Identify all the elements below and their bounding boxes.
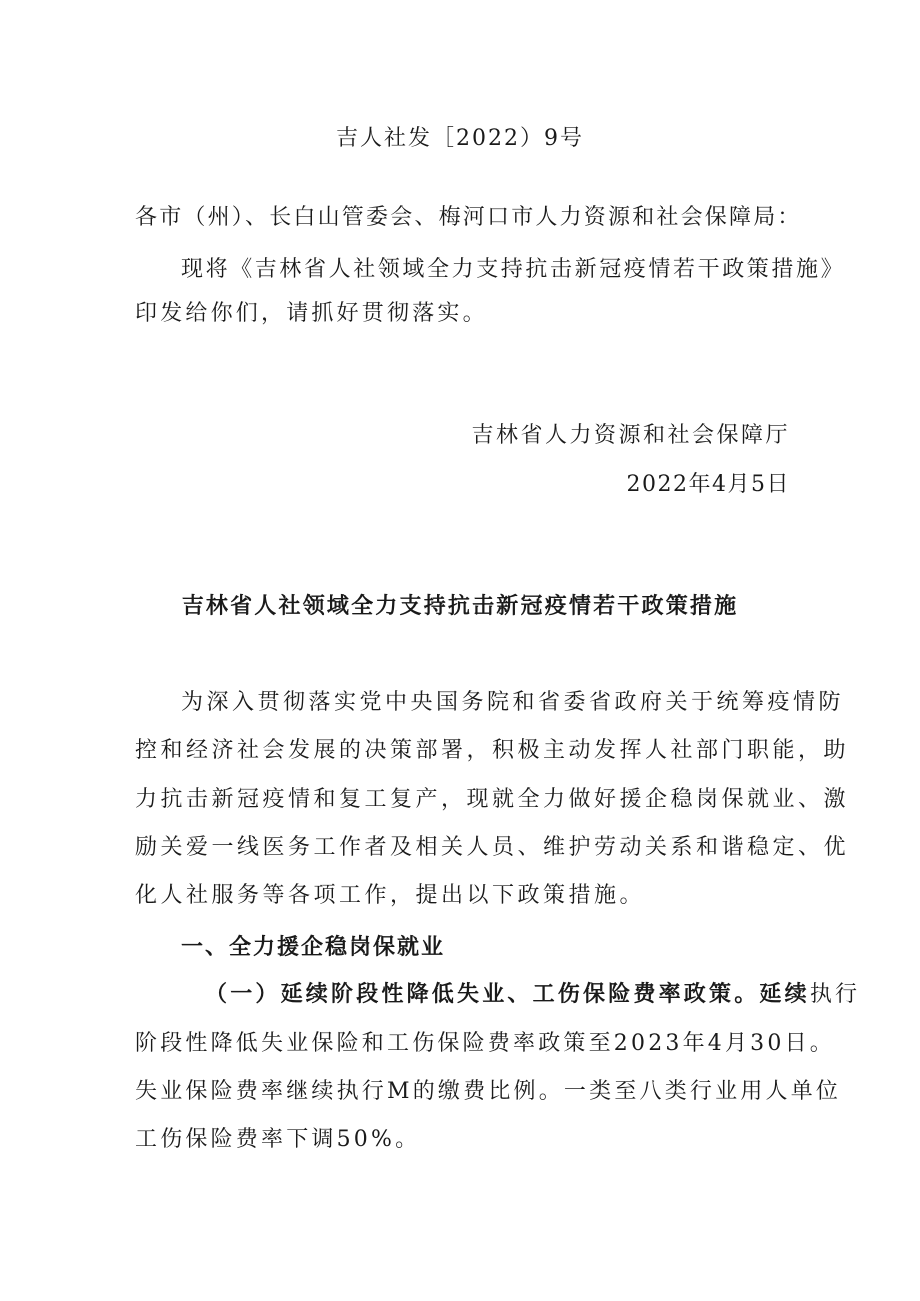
addressee-line: 各市（州）、长白山管委会、梅河口市人力资源和社会保障局： xyxy=(135,205,802,230)
issue-date: 2022年4月5日 xyxy=(626,472,790,497)
item-body-line: 失业保险费率继续执行M的缴费比例。一类至八类行业用人单位 xyxy=(135,1079,842,1104)
intro-paragraph-line: 为深入贯彻落实党中央国务院和省委省政府关于统筹疫情防 xyxy=(181,690,845,715)
intro-paragraph-line: 力抗击新冠疫情和复工复产，现就全力做好援企稳岗保就业、激 xyxy=(135,787,850,812)
item-body-line: 阶段性降低失业保险和工伤保险费率政策至2023年4月30日。 xyxy=(135,1031,835,1056)
item-label: （一）延续阶段性降低失业、工伤保险费率政策。 xyxy=(205,982,760,1007)
intro-paragraph-line: 化人社服务等各项工作，提出以下政策措施。 xyxy=(135,883,646,908)
item-first-line xyxy=(205,980,860,1010)
notice-body-line-2: 印发给你们，请抓好贯彻落实。 xyxy=(135,301,488,326)
intro-paragraph-line: 控和经济社会发展的决策部署，积极主动发挥人社部门职能，助 xyxy=(135,738,850,763)
item-line-rest: 执行 xyxy=(809,982,861,1007)
notice-body-line-1: 现将《吉林省人社领域全力支持抗击新冠疫情若干政策措施》 xyxy=(181,257,846,282)
issuing-authority: 吉林省人力资源和社会保障厅 xyxy=(471,423,790,448)
item-lead-word: 延续 xyxy=(759,982,810,1007)
policy-title: 吉林省人社领域全力支持抗击新冠疫情若干政策措施 xyxy=(181,594,739,619)
item-body-line: 工伤保险费率下调50%。 xyxy=(135,1127,421,1152)
intro-paragraph-line: 励关爱一线医务工作者及相关人员、维护劳动关系和谐稳定、优 xyxy=(135,835,850,860)
section-heading: 一、全力援企稳岗保就业 xyxy=(181,935,446,960)
document-number: 吉人社发［2022）9号 xyxy=(336,126,584,151)
